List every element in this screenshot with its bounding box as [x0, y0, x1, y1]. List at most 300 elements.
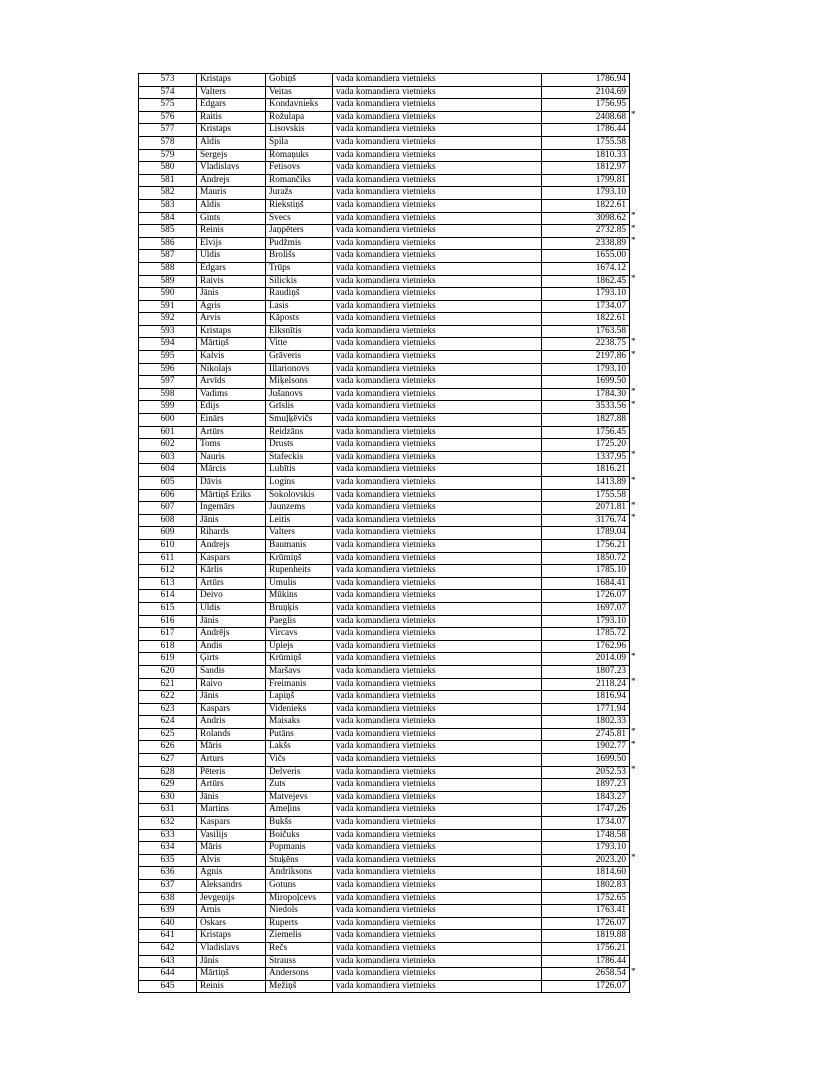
row-number: 630	[139, 791, 197, 804]
first-name: Andrejs	[197, 174, 266, 187]
amount: 1752.65	[542, 892, 630, 905]
row-number: 585	[139, 225, 197, 238]
row-number: 621	[139, 678, 197, 691]
last-name: Gobiņš	[266, 74, 333, 87]
flag-mark	[630, 99, 642, 112]
amount: 1725.20	[542, 439, 630, 452]
position: vada komandiera vietnieks	[333, 905, 542, 918]
row-number: 644	[139, 968, 197, 981]
row-number: 624	[139, 716, 197, 729]
table-row	[139, 262, 642, 275]
first-name: Kristaps	[197, 124, 266, 137]
table-row	[139, 338, 642, 351]
table-row	[139, 325, 642, 338]
first-name: Artūrs	[197, 577, 266, 590]
table-row	[139, 955, 642, 968]
table-row	[139, 489, 642, 502]
table-row	[139, 111, 642, 124]
last-name: Kāposts	[266, 313, 333, 326]
flag-mark	[630, 376, 642, 389]
table-row	[139, 149, 642, 162]
first-name: Elvijs	[197, 237, 266, 250]
position: vada komandiera vietnieks	[333, 539, 542, 552]
flag-mark: *	[631, 501, 636, 511]
flag-mark	[630, 86, 642, 99]
first-name: Artūrs	[197, 426, 266, 439]
amount: 1802.83	[542, 880, 630, 893]
table-row	[139, 212, 642, 225]
last-name: Lapiņš	[266, 691, 333, 704]
amount: 1822.61	[542, 313, 630, 326]
first-name: Martins	[197, 804, 266, 817]
last-name: Popmanis	[266, 842, 333, 855]
amount: 1734.07	[542, 817, 630, 830]
position: vada komandiera vietnieks	[333, 602, 542, 615]
table-row	[139, 237, 642, 250]
row-number: 599	[139, 401, 197, 414]
flag-mark: *	[631, 854, 636, 864]
last-name: Maisaks	[266, 716, 333, 729]
flag-mark: *	[631, 967, 636, 977]
amount: 2745.81	[542, 728, 630, 741]
last-name: Rečs	[266, 942, 333, 955]
row-number: 600	[139, 414, 197, 427]
amount: 1850.72	[542, 552, 630, 565]
last-name: Trūps	[266, 262, 333, 275]
position: vada komandiera vietnieks	[333, 351, 542, 364]
amount: 2014.09	[542, 653, 630, 666]
last-name: Grīslis	[266, 401, 333, 414]
row-number: 590	[139, 288, 197, 301]
row-number: 593	[139, 325, 197, 338]
position: vada komandiera vietnieks	[333, 162, 542, 175]
position: vada komandiera vietnieks	[333, 414, 542, 427]
table-row	[139, 741, 642, 754]
amount: 1897.23	[542, 779, 630, 792]
position: vada komandiera vietnieks	[333, 942, 542, 955]
position: vada komandiera vietnieks	[333, 99, 542, 112]
row-number: 578	[139, 136, 197, 149]
first-name: Jevgeņijs	[197, 892, 266, 905]
amount: 1726.07	[542, 980, 630, 993]
first-name: Aldis	[197, 199, 266, 212]
last-name: Ruperts	[266, 917, 333, 930]
row-number: 614	[139, 590, 197, 603]
amount: 1793.10	[542, 615, 630, 628]
table-row	[139, 779, 642, 792]
flag-mark	[630, 74, 642, 87]
flag-mark	[630, 640, 642, 653]
first-name: Kalvis	[197, 351, 266, 364]
row-number: 618	[139, 640, 197, 653]
first-name: Kārlis	[197, 565, 266, 578]
position: vada komandiera vietnieks	[333, 86, 542, 99]
position: vada komandiera vietnieks	[333, 149, 542, 162]
position: vada komandiera vietnieks	[333, 502, 542, 515]
table-row	[139, 791, 642, 804]
table-row	[139, 313, 642, 326]
amount: 1812.97	[542, 162, 630, 175]
flag-mark	[630, 804, 642, 817]
table-row	[139, 628, 642, 641]
first-name: Kaspars	[197, 703, 266, 716]
first-name: Raitis	[197, 111, 266, 124]
table-row	[139, 766, 642, 779]
table-row	[139, 300, 642, 313]
position: vada komandiera vietnieks	[333, 401, 542, 414]
last-name: Ameļins	[266, 804, 333, 817]
flag-mark	[630, 363, 642, 376]
flag-mark	[630, 817, 642, 830]
last-name: Paeglis	[266, 615, 333, 628]
amount: 2238.75	[542, 338, 630, 351]
first-name: Gints	[197, 212, 266, 225]
flag-mark	[630, 665, 642, 678]
position: vada komandiera vietnieks	[333, 325, 542, 338]
table-row	[139, 917, 642, 930]
table-row	[139, 502, 642, 515]
last-name: Leitis	[266, 514, 333, 527]
flag-mark	[630, 867, 642, 880]
last-name: Rožulapa	[266, 111, 333, 124]
table-row	[139, 577, 642, 590]
position: vada komandiera vietnieks	[333, 728, 542, 741]
last-name: Spila	[266, 136, 333, 149]
position: vada komandiera vietnieks	[333, 930, 542, 943]
first-name: Jānis	[197, 615, 266, 628]
row-number: 597	[139, 376, 197, 389]
position: vada komandiera vietnieks	[333, 527, 542, 540]
first-name: Andis	[197, 640, 266, 653]
table-row	[139, 527, 642, 540]
position: vada komandiera vietnieks	[333, 754, 542, 767]
amount: 1785.72	[542, 628, 630, 641]
position: vada komandiera vietnieks	[333, 980, 542, 993]
amount: 1755.58	[542, 136, 630, 149]
first-name: Einārs	[197, 414, 266, 427]
row-number: 598	[139, 388, 197, 401]
last-name: Jaunzems	[266, 502, 333, 515]
amount: 1684.41	[542, 577, 630, 590]
row-number: 583	[139, 199, 197, 212]
row-number: 625	[139, 728, 197, 741]
amount: 1697.07	[542, 602, 630, 615]
last-name: Videnieks	[266, 703, 333, 716]
position: vada komandiera vietnieks	[333, 968, 542, 981]
position: vada komandiera vietnieks	[333, 74, 542, 87]
amount: 1822.61	[542, 199, 630, 212]
row-number: 610	[139, 539, 197, 552]
amount: 1816.21	[542, 464, 630, 477]
first-name: Raivis	[197, 275, 266, 288]
last-name: Lisovskis	[266, 124, 333, 137]
flag-mark	[630, 325, 642, 338]
last-name: Andriksons	[266, 867, 333, 880]
row-number: 604	[139, 464, 197, 477]
amount: 1763.41	[542, 905, 630, 918]
position: vada komandiera vietnieks	[333, 817, 542, 830]
flag-mark	[630, 527, 642, 540]
flag-mark	[630, 754, 642, 767]
amount: 1802.33	[542, 716, 630, 729]
row-number: 628	[139, 766, 197, 779]
amount: 1786.44	[542, 955, 630, 968]
flag-mark	[630, 136, 642, 149]
position: vada komandiera vietnieks	[333, 703, 542, 716]
last-name: Ziemelis	[266, 930, 333, 943]
amount: 2071.81	[542, 502, 630, 515]
first-name: Māris	[197, 842, 266, 855]
flag-mark	[630, 955, 642, 968]
amount: 1726.07	[542, 590, 630, 603]
flag-mark	[630, 703, 642, 716]
table-row	[139, 414, 642, 427]
table-row	[139, 376, 642, 389]
position: vada komandiera vietnieks	[333, 804, 542, 817]
table-row	[139, 451, 642, 464]
position: vada komandiera vietnieks	[333, 225, 542, 238]
table-row	[139, 99, 642, 112]
amount: 2732.85	[542, 225, 630, 238]
amount: 1756.21	[542, 942, 630, 955]
position: vada komandiera vietnieks	[333, 577, 542, 590]
row-number: 608	[139, 514, 197, 527]
first-name: Nikolajs	[197, 363, 266, 376]
table-row	[139, 388, 642, 401]
amount: 3098.62	[542, 212, 630, 225]
row-number: 635	[139, 854, 197, 867]
flag-mark: *	[631, 451, 636, 461]
table-row	[139, 590, 642, 603]
first-name: Vasilijs	[197, 829, 266, 842]
table-row	[139, 136, 642, 149]
amount: 2052.53	[542, 766, 630, 779]
position: vada komandiera vietnieks	[333, 842, 542, 855]
flag-mark: *	[631, 111, 636, 121]
position: vada komandiera vietnieks	[333, 691, 542, 704]
amount: 1337.95	[542, 451, 630, 464]
amount: 1784.30	[542, 388, 630, 401]
amount: 3176.74	[542, 514, 630, 527]
position: vada komandiera vietnieks	[333, 867, 542, 880]
position: vada komandiera vietnieks	[333, 640, 542, 653]
row-number: 641	[139, 930, 197, 943]
position: vada komandiera vietnieks	[333, 565, 542, 578]
flag-mark: *	[631, 740, 636, 750]
last-name: Jušanovs	[266, 388, 333, 401]
row-number: 602	[139, 439, 197, 452]
row-number: 629	[139, 779, 197, 792]
first-name: Sandis	[197, 665, 266, 678]
table-row	[139, 728, 642, 741]
amount: 1748.58	[542, 829, 630, 842]
table-row	[139, 174, 642, 187]
amount: 1862.45	[542, 275, 630, 288]
amount: 1763.58	[542, 325, 630, 338]
last-name: Romaņuks	[266, 149, 333, 162]
amount: 1816.94	[542, 691, 630, 704]
first-name: Dāvis	[197, 477, 266, 490]
amount: 1756.45	[542, 426, 630, 439]
row-number: 623	[139, 703, 197, 716]
last-name: Illarionovs	[266, 363, 333, 376]
amount: 2338.89	[542, 237, 630, 250]
first-name: Uldis	[197, 250, 266, 263]
flag-mark	[630, 880, 642, 893]
first-name: Arnis	[197, 905, 266, 918]
position: vada komandiera vietnieks	[333, 779, 542, 792]
table-row	[139, 640, 642, 653]
first-name: Mārcis	[197, 464, 266, 477]
row-number: 577	[139, 124, 197, 137]
amount: 1785.10	[542, 565, 630, 578]
first-name: Edijs	[197, 401, 266, 414]
flag-mark	[630, 577, 642, 590]
first-name: Artūrs	[197, 779, 266, 792]
table-row	[139, 439, 642, 452]
table-row	[139, 275, 642, 288]
table-row	[139, 880, 642, 893]
row-number: 645	[139, 980, 197, 993]
table-row	[139, 892, 642, 905]
position: vada komandiera vietnieks	[333, 212, 542, 225]
amount: 1807.23	[542, 665, 630, 678]
table-row	[139, 665, 642, 678]
position: vada komandiera vietnieks	[333, 237, 542, 250]
position: vada komandiera vietnieks	[333, 313, 542, 326]
flag-mark	[630, 414, 642, 427]
flag-mark: *	[631, 237, 636, 247]
row-number: 613	[139, 577, 197, 590]
position: vada komandiera vietnieks	[333, 590, 542, 603]
position: vada komandiera vietnieks	[333, 464, 542, 477]
table-row	[139, 804, 642, 817]
position: vada komandiera vietnieks	[333, 854, 542, 867]
row-number: 589	[139, 275, 197, 288]
position: vada komandiera vietnieks	[333, 300, 542, 313]
table-row	[139, 942, 642, 955]
first-name: Oskars	[197, 917, 266, 930]
flag-mark	[630, 124, 642, 137]
amount: 2197.86	[542, 351, 630, 364]
table-row	[139, 74, 642, 87]
amount: 1755.58	[542, 489, 630, 502]
first-name: Māris	[197, 741, 266, 754]
last-name: Veitas	[266, 86, 333, 99]
position: vada komandiera vietnieks	[333, 451, 542, 464]
last-name: Silickis	[266, 275, 333, 288]
amount: 1413.89	[542, 477, 630, 490]
row-number: 643	[139, 955, 197, 968]
first-name: Valters	[197, 86, 266, 99]
table-row	[139, 565, 642, 578]
table-row	[139, 615, 642, 628]
last-name: Vičs	[266, 754, 333, 767]
table-row	[139, 754, 642, 767]
last-name: Fetisovs	[266, 162, 333, 175]
first-name: Andris	[197, 716, 266, 729]
flag-mark	[630, 930, 642, 943]
amount: 1756.21	[542, 539, 630, 552]
table-row	[139, 678, 642, 691]
last-name: Zuts	[266, 779, 333, 792]
flag-mark	[630, 250, 642, 263]
row-number: 580	[139, 162, 197, 175]
row-number: 639	[139, 905, 197, 918]
position: vada komandiera vietnieks	[333, 766, 542, 779]
first-name: Mārtiņš	[197, 968, 266, 981]
last-name: Vitte	[266, 338, 333, 351]
position: vada komandiera vietnieks	[333, 111, 542, 124]
table-row	[139, 817, 642, 830]
row-number: 637	[139, 880, 197, 893]
flag-mark	[630, 162, 642, 175]
table-row	[139, 602, 642, 615]
table-row	[139, 980, 642, 993]
amount: 1793.10	[542, 363, 630, 376]
first-name: Edgars	[197, 99, 266, 112]
first-name: Jānis	[197, 691, 266, 704]
table-row	[139, 552, 642, 565]
first-name: Vladislavs	[197, 942, 266, 955]
position: vada komandiera vietnieks	[333, 791, 542, 804]
table-row	[139, 199, 642, 212]
flag-mark	[630, 842, 642, 855]
position: vada komandiera vietnieks	[333, 678, 542, 691]
amount: 1793.10	[542, 842, 630, 855]
first-name: Jānis	[197, 514, 266, 527]
last-name: Logins	[266, 477, 333, 490]
flag-mark	[630, 980, 642, 993]
amount: 1771.94	[542, 703, 630, 716]
flag-mark: *	[631, 766, 636, 776]
amount: 1762.96	[542, 640, 630, 653]
position: vada komandiera vietnieks	[333, 716, 542, 729]
flag-mark: *	[631, 678, 636, 687]
flag-mark	[630, 602, 642, 615]
last-name: Miķelsons	[266, 376, 333, 389]
flag-mark	[630, 628, 642, 641]
row-number: 574	[139, 86, 197, 99]
table-row	[139, 842, 642, 855]
flag-mark	[630, 313, 642, 326]
flag-mark: *	[631, 476, 636, 486]
position: vada komandiera vietnieks	[333, 665, 542, 678]
table-row	[139, 288, 642, 301]
first-name: Kristaps	[197, 325, 266, 338]
last-name: Maršavs	[266, 665, 333, 678]
last-name: Romančiks	[266, 174, 333, 187]
table-row	[139, 968, 642, 981]
table-row	[139, 250, 642, 263]
row-number: 607	[139, 502, 197, 515]
row-number: 612	[139, 565, 197, 578]
amount: 2408.68	[542, 111, 630, 124]
salary-table	[138, 73, 642, 993]
amount: 1674.12	[542, 262, 630, 275]
last-name: Andersons	[266, 968, 333, 981]
table-row	[139, 477, 642, 490]
first-name: Arturs	[197, 754, 266, 767]
row-number: 605	[139, 477, 197, 490]
row-number: 579	[139, 149, 197, 162]
row-number: 587	[139, 250, 197, 263]
row-number: 601	[139, 426, 197, 439]
flag-mark: *	[631, 652, 636, 662]
first-name: Mauris	[197, 187, 266, 200]
amount: 1793.10	[542, 187, 630, 200]
position: vada komandiera vietnieks	[333, 199, 542, 212]
